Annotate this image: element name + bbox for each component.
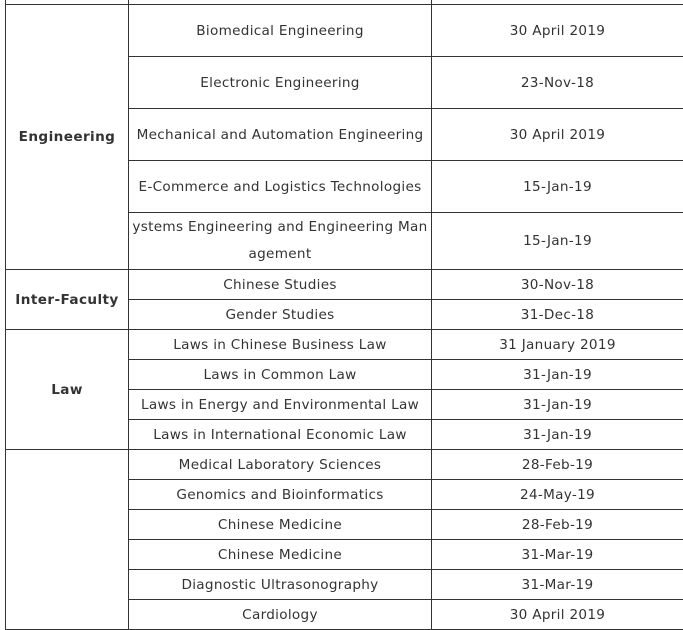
programme-cell: Chinese Medicine bbox=[129, 510, 432, 540]
deadline-cell: 30 April 2019 bbox=[432, 5, 683, 57]
deadline-cell: 31-Jan-19 bbox=[432, 420, 683, 450]
programme-cell: Chinese Medicine bbox=[129, 540, 432, 570]
programme-cell: ystems Engineering and Engineering Management bbox=[129, 213, 432, 270]
deadline-cell: 30-Nov-18 bbox=[432, 270, 683, 300]
deadline-cell: 31-Jan-19 bbox=[432, 360, 683, 390]
programme-cell: Biomedical Engineering bbox=[129, 5, 432, 57]
deadline-cell: 24-May-19 bbox=[432, 480, 683, 510]
programme-cell: Gender Studies bbox=[129, 300, 432, 330]
deadline-cell: 23-Nov-18 bbox=[432, 57, 683, 109]
programme-cell: Laws in Common Law bbox=[129, 360, 432, 390]
deadline-table bbox=[5, 0, 683, 630]
deadline-cell: 28-Feb-19 bbox=[432, 510, 683, 540]
programme-cell: Mechanical and Automation Engineering bbox=[129, 109, 432, 161]
table-row bbox=[6, 330, 683, 360]
deadline-cell: 28-Feb-19 bbox=[432, 450, 683, 480]
faculty-inter-faculty: Inter-Faculty bbox=[6, 270, 129, 330]
programme-cell: Laws in International Economic Law bbox=[129, 420, 432, 450]
table-row bbox=[6, 450, 683, 480]
deadline-cell: 31 January 2019 bbox=[432, 330, 683, 360]
deadline-cell: 31-Mar-19 bbox=[432, 570, 683, 600]
deadline-cell: 31-Dec-18 bbox=[432, 300, 683, 330]
faculty-law: Law bbox=[6, 330, 129, 450]
deadline-cell: 31-Mar-19 bbox=[432, 540, 683, 570]
deadline-cell: 30 April 2019 bbox=[432, 109, 683, 161]
programme-cell: Cardiology bbox=[129, 600, 432, 630]
programme-cell: Chinese Studies bbox=[129, 270, 432, 300]
deadline-cell: 30 April 2019 bbox=[432, 600, 683, 630]
programme-cell: Diagnostic Ultrasonography bbox=[129, 570, 432, 600]
deadline-cell: 15-Jan-19 bbox=[432, 213, 683, 270]
deadline-cell: 31-Jan-19 bbox=[432, 390, 683, 420]
programme-cell: Genomics and Bioinformatics bbox=[129, 480, 432, 510]
table-row bbox=[6, 270, 683, 300]
programme-cell: Laws in Energy and Environmental Law bbox=[129, 390, 432, 420]
programme-cell: E-Commerce and Logistics Technologies bbox=[129, 161, 432, 213]
programme-cell: Laws in Chinese Business Law bbox=[129, 330, 432, 360]
programme-cell: Electronic Engineering bbox=[129, 57, 432, 109]
table-row bbox=[6, 5, 683, 57]
faculty-unnamed bbox=[6, 450, 129, 630]
faculty-engineering: Engineering bbox=[6, 5, 129, 270]
deadline-cell: 15-Jan-19 bbox=[432, 161, 683, 213]
programme-cell: Medical Laboratory Sciences bbox=[129, 450, 432, 480]
